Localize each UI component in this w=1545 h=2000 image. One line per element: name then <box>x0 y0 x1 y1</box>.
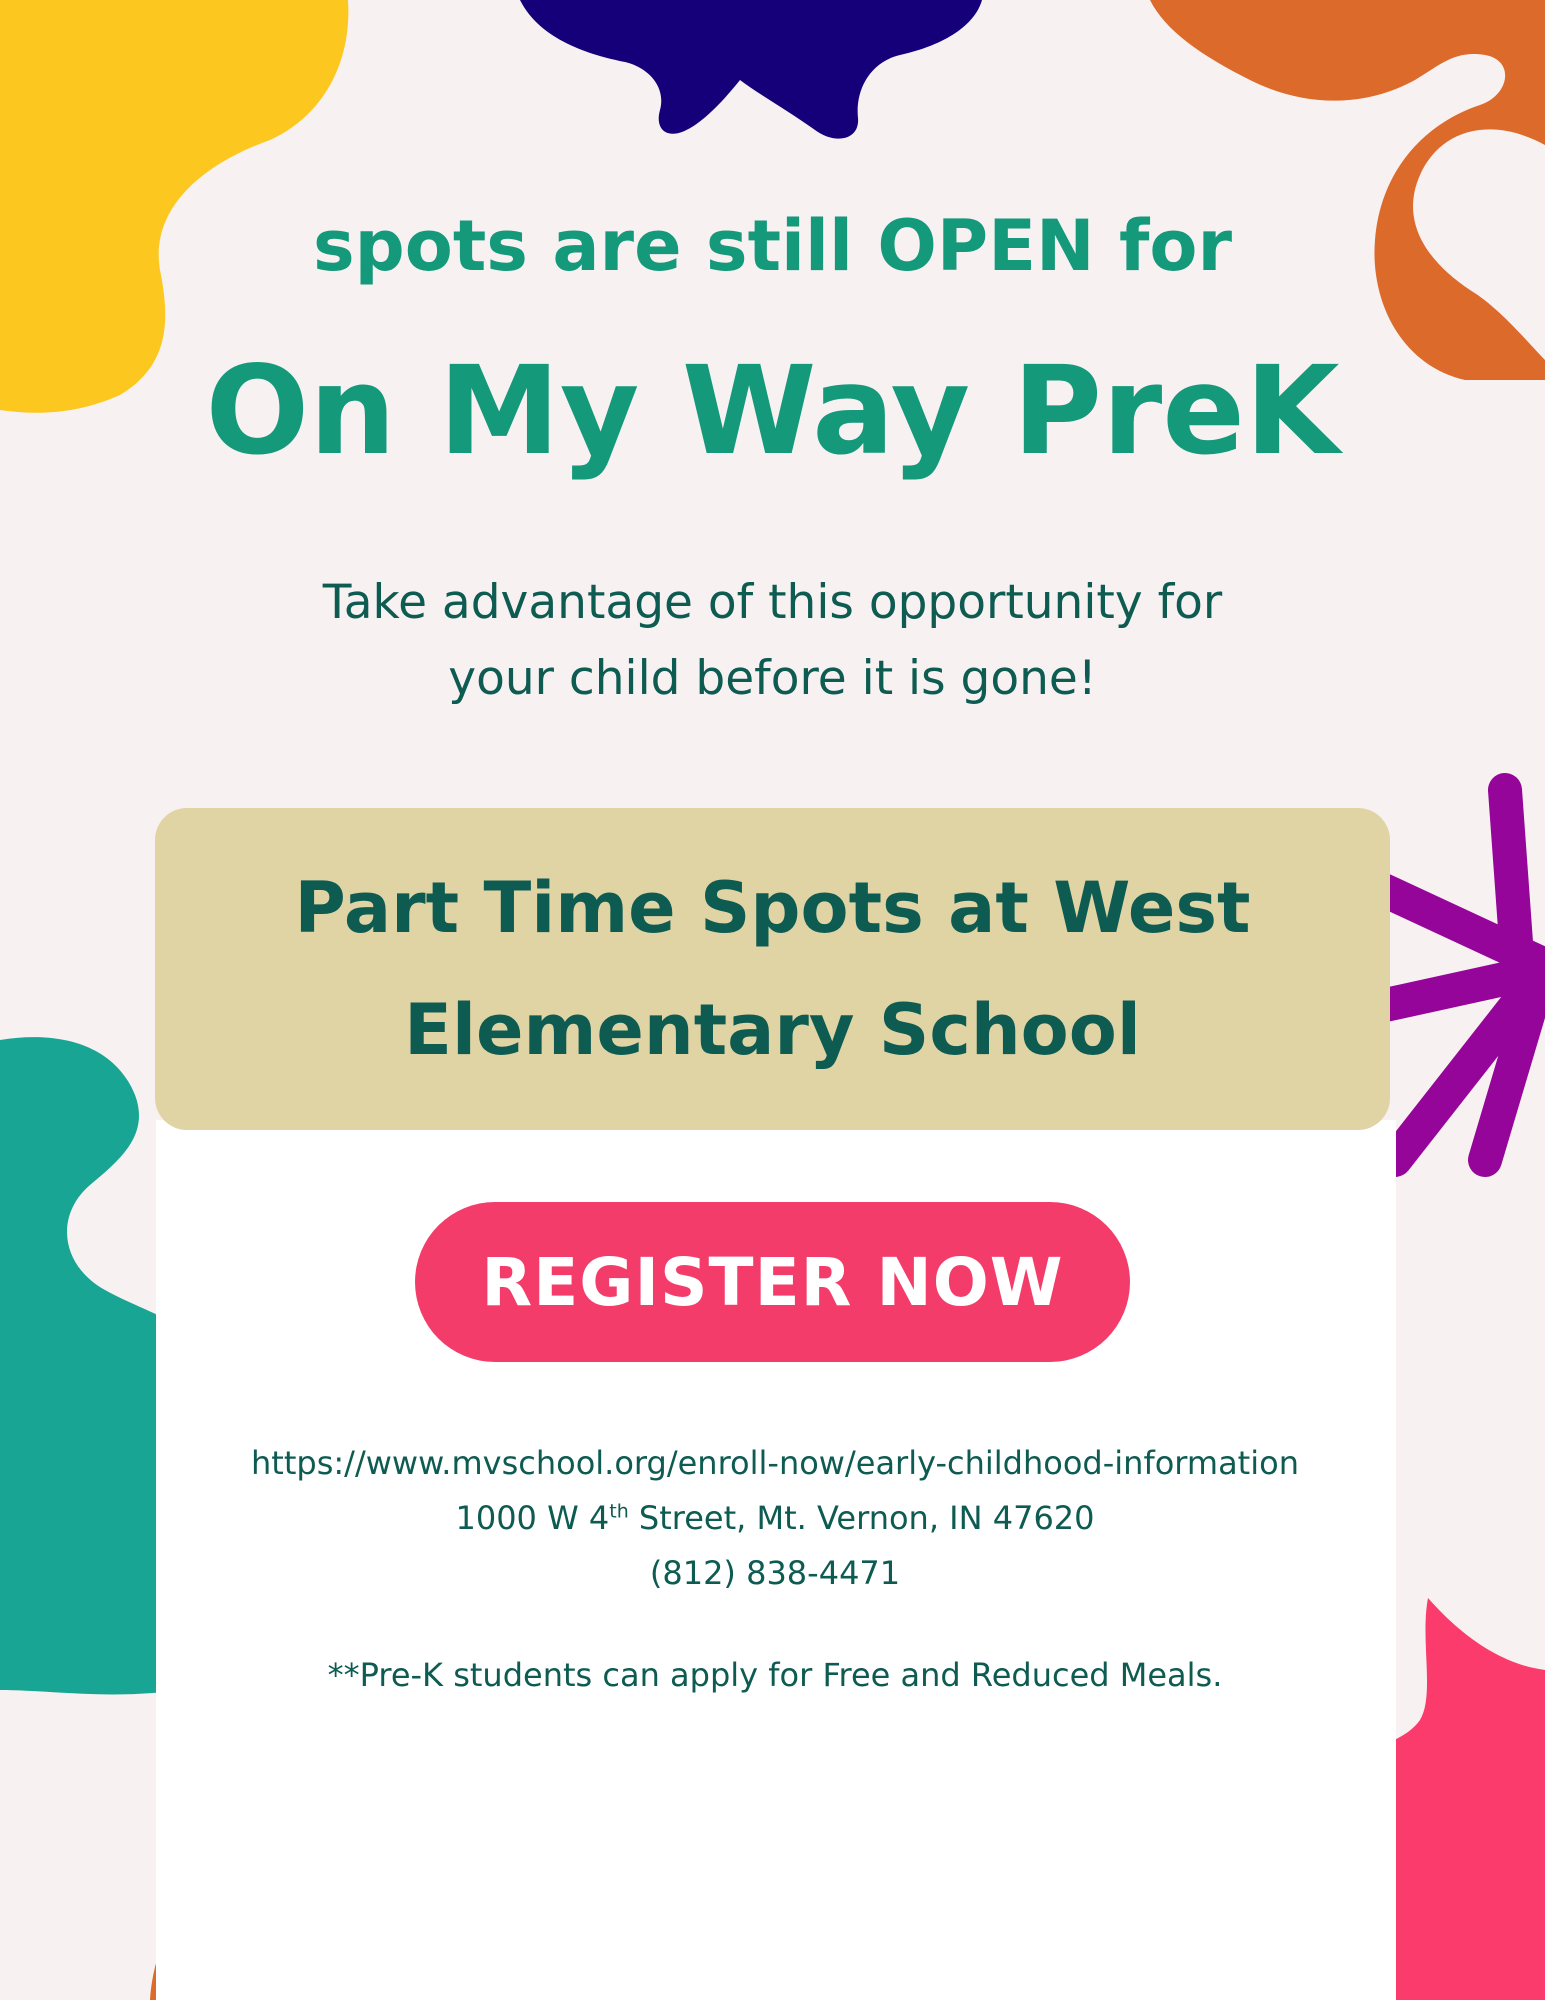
orange-swirl-top-right-shape <box>1150 0 1545 380</box>
navy-star-top-shape <box>520 0 982 139</box>
subtitle <box>240 565 1305 717</box>
address-prefix: 1000 W 4 <box>455 1499 610 1537</box>
page-title: On My Way PreK <box>205 340 1340 482</box>
address-ordinal: th <box>609 1500 629 1523</box>
address <box>160 1491 1390 1546</box>
address-rest: Street, Mt. Vernon, IN 47620 <box>628 1499 1095 1537</box>
phone-number: (812) 838-4471 <box>649 1554 901 1592</box>
headline-small: spots are still OPEN for <box>312 205 1233 287</box>
subtitle-line-2: your child before it is gone! <box>448 651 1097 706</box>
register-now-button[interactable]: REGISTER NOW <box>415 1202 1130 1362</box>
subtitle-line-1: Take advantage of this opportunity for <box>322 575 1223 630</box>
meals-note: **Pre-K students can apply for Free and Reduced Meals. <box>327 1656 1223 1694</box>
part-time-spots-box <box>155 808 1390 1130</box>
website-link[interactable]: https://www.mvschool.org/enroll-now/early-childhood-information <box>251 1444 1299 1482</box>
contact-info <box>160 1436 1390 1601</box>
box-line-2: Elementary School <box>404 989 1141 1071</box>
box-line-1: Part Time Spots at West <box>294 867 1251 949</box>
